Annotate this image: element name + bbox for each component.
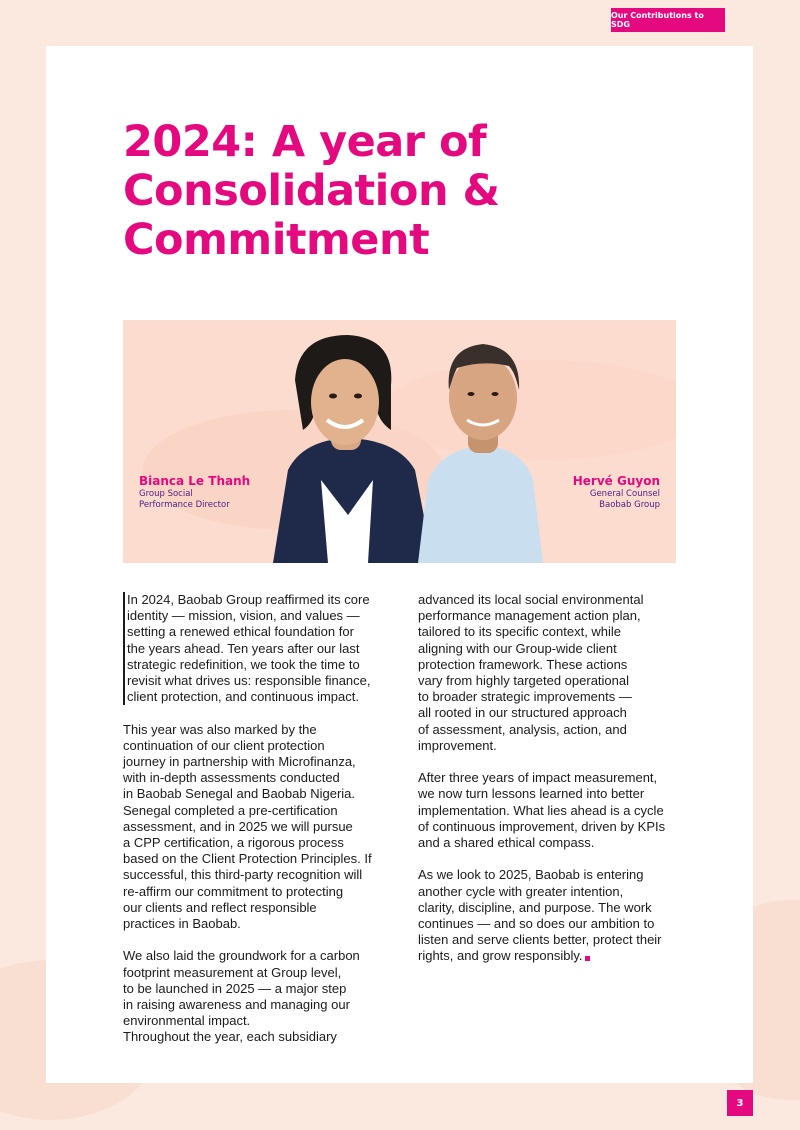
person-label-right bbox=[540, 473, 660, 511]
portrait-illustration bbox=[123, 320, 676, 563]
content-card bbox=[46, 46, 753, 1083]
body-paragraph: In 2024, Baobab Group reaffirmed its core identity — mission, vision, and values — setting a renewed ethical foundation for the years ahead. Ten years after our last strategic redefinition, we took the time to revisit what drives us: responsible finance, client protection, and continuous impact. bbox=[123, 592, 388, 705]
body-paragraph: This year was also marked by the continuation of our client protection journey in partnership with Microfinanza, with in-depth assessments conducted in Baobab Senegal and Baobab Nigeria. Senegal completed a pre-certification assessment, and in 2025 we will pursue a CPP certification, a rigorous process based on the Client Protection Principles. If successful, this third-party recognition will re-affirm our commitment to protecting our clients and reflect responsible practices in Baobab. bbox=[123, 721, 372, 932]
body-paragraph-last bbox=[418, 867, 690, 964]
title-line: 2024: A year of bbox=[123, 117, 487, 167]
body-paragraph: advanced its local social environmental performance management action plan, tailored to its specific context, while aligning with our Group-wide client protection framework. These actions vary from highly targeted operational to broader strategic improvements — all rooted in our structured approach of assessment, analysis, action, and improvement. bbox=[418, 592, 644, 753]
title-line: Consolidation & bbox=[123, 166, 500, 216]
body-paragraph: After three years of impact measurement, we now turn lessons learned into better implementation. What lies ahead is a cycle of continuous improvement, driven by KPIs and a shared ethical compass. bbox=[418, 770, 666, 851]
title-line: Commitment bbox=[123, 215, 430, 265]
person-name: Hervé Guyon bbox=[572, 474, 660, 488]
body-column-right bbox=[418, 592, 690, 965]
person-name: Bianca Le Thanh bbox=[139, 474, 251, 488]
page-title bbox=[123, 118, 643, 265]
body-paragraph: We also laid the groundwork for a carbon footprint measurement at Group level, to be launched in 2025 — a major step in raising awareness and managing our environmental impact. Throughout the year, each subsidiary bbox=[123, 948, 360, 1045]
page-number: 3 bbox=[727, 1090, 753, 1116]
person-role: General Counsel Baobab Group bbox=[589, 489, 660, 510]
end-mark-icon bbox=[585, 956, 590, 961]
portrait-photo bbox=[123, 320, 676, 563]
section-tag: Our Contributions to SDG bbox=[611, 8, 725, 32]
body-column-left bbox=[123, 592, 388, 1046]
body-paragraph-text: As we look to 2025, Baobab is entering another cycle with greater intention, clarity, discipline, and purpose. The work continues — and so does our ambition to listen and serve clients better, protect their rights, and grow responsibly. bbox=[418, 867, 662, 964]
person-label-left bbox=[139, 473, 259, 511]
person-role: Group Social Performance Director bbox=[139, 489, 230, 510]
